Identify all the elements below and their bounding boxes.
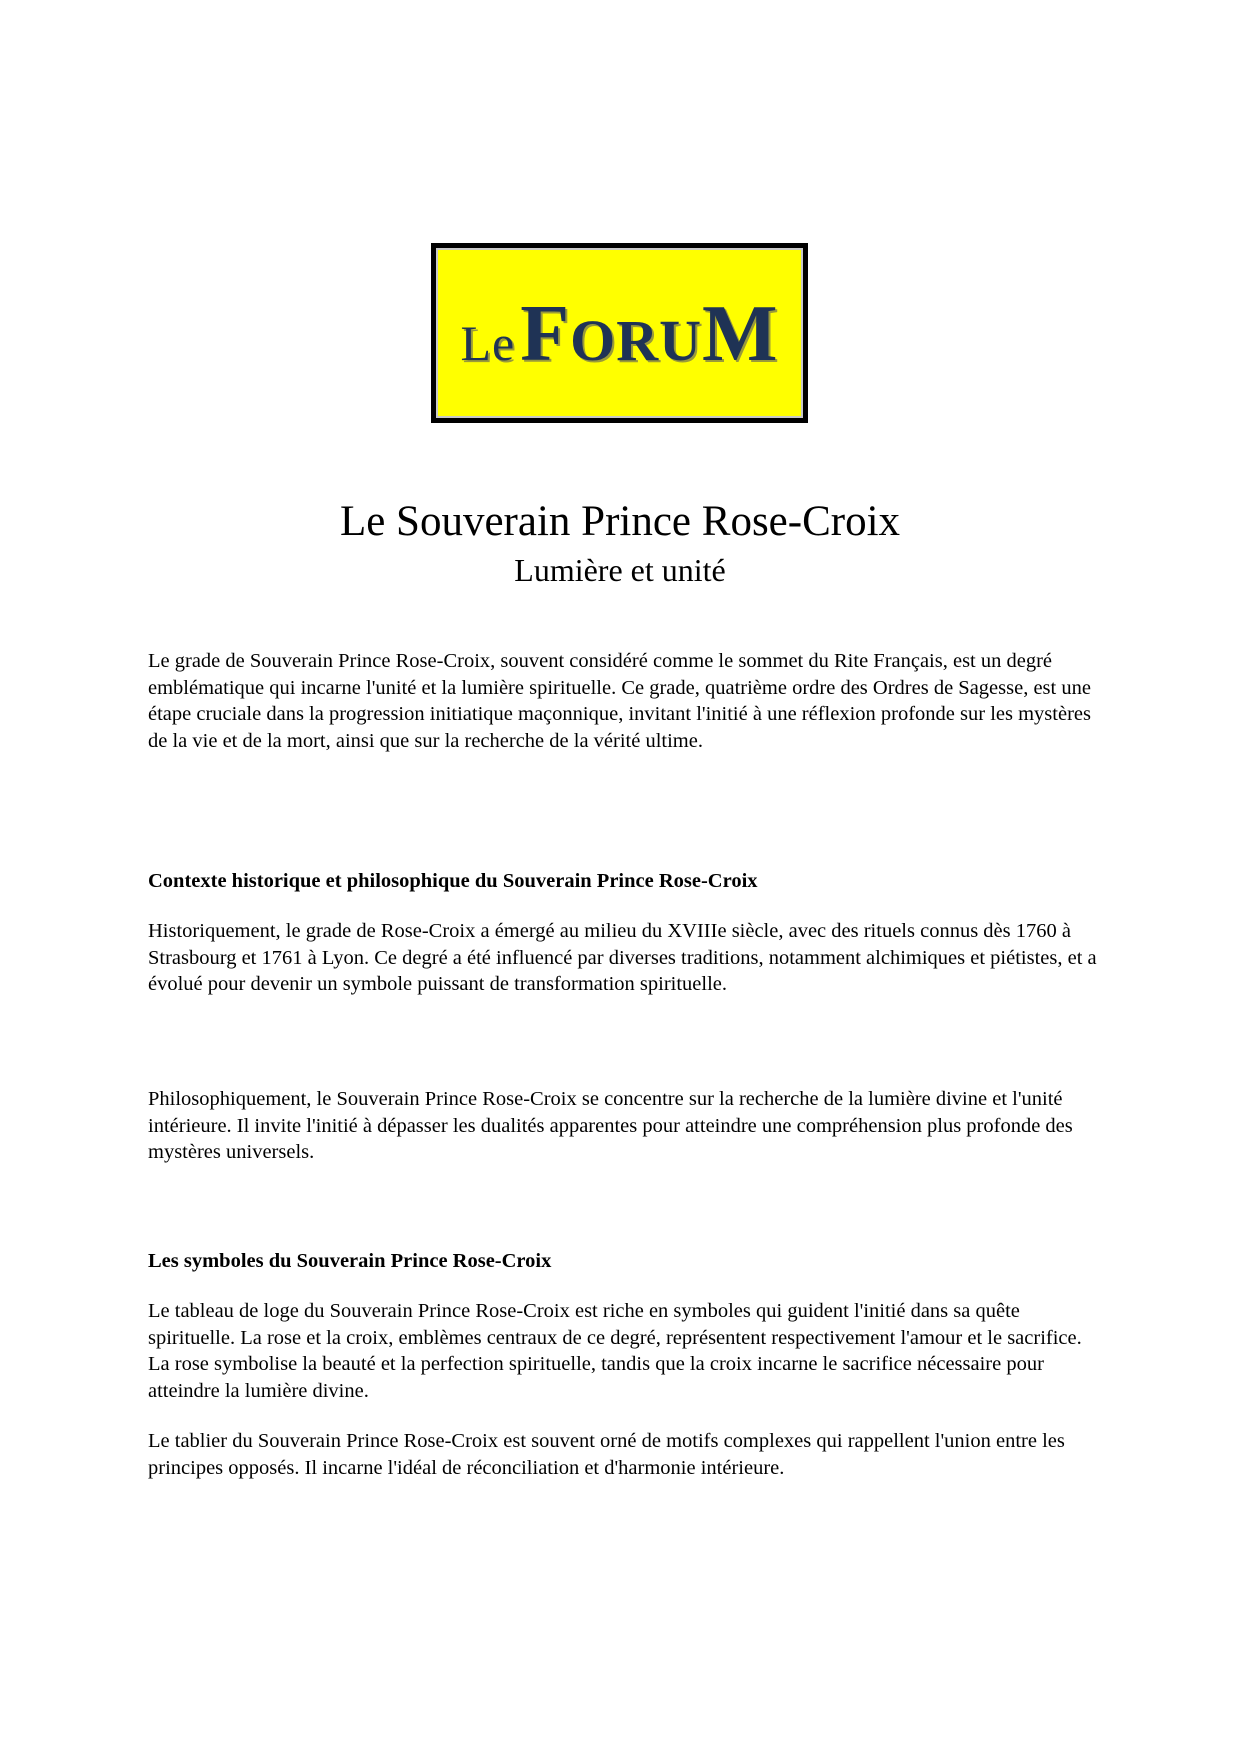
section-heading-history: Contexte historique et philosophique du Souverain Prince Rose-Croix (148, 870, 758, 892)
logo-letters-oru: ORU (570, 307, 702, 373)
paragraph-history: Historiquement, le grade de Rose-Croix a émergé au milieu du XVIIIe siècle, avec des rituels connus dès 1760 à Strasbourg et 1761 à Lyon. Ce degré a été influencé par diverses traditions, notamment alchimiques et piétistes, et a évolué pour devenir un symbole puissant de transformation spirituelle. (148, 920, 1097, 995)
intro-paragraph: Le grade de Souverain Prince Rose-Croix, souvent considéré comme le sommet du Rite Français, est un degré emblématique qui incarne l'unité et la lumière spirituelle. Ce grade, quatrième ordre des Ordres de Sagesse, est une étape cruciale dans la progression initiatique maçonnique, invitant l'initié à une réflexion profonde sur les mystères de la vie et de la mort, ainsi que sur la recherche de la vérité ultime. (148, 650, 1091, 752)
logo-panel (436, 248, 803, 418)
paragraph-philosophy: Philosophiquement, le Souverain Prince Rose-Croix se concentre sur la recherche de la lumière divine et l'unité intérieure. Il invite l'initié à dépasser les dualités apparentes pour atteindre une compréhension plus profonde des mystères universels. (148, 1088, 1073, 1163)
logo-le: Le (460, 314, 516, 371)
paragraph-tablier: Le tablier du Souverain Prince Rose-Croix est souvent orné de motifs complexes qui rappellent l'union entre les principes opposés. Il incarne l'idéal de réconciliation et d'harmonie intérieure. (148, 1430, 1065, 1479)
paragraph-tableau: Le tableau de loge du Souverain Prince Rose-Croix est riche en symboles qui guident l'initié dans sa quête spirituelle. La rose et la croix, emblèmes centraux de ce degré, représentent respectivement l'amour et le sacrifice. La rose symbolise la beauté et la perfection spirituelle, tandis que la croix incarne le sacrifice nécessaire pour atteindre la lumière divine. (148, 1300, 1082, 1402)
logo-wordmark (460, 289, 778, 380)
document-subtitle: Lumière et unité (514, 552, 726, 588)
forum-logo (431, 243, 808, 423)
logo-letter-f: F (520, 289, 571, 378)
document-title: Le Souverain Prince Rose-Croix (339, 498, 901, 545)
logo-letter-m: M (701, 289, 779, 378)
section-heading-symbols: Les symboles du Souverain Prince Rose-Croix (148, 1250, 552, 1272)
